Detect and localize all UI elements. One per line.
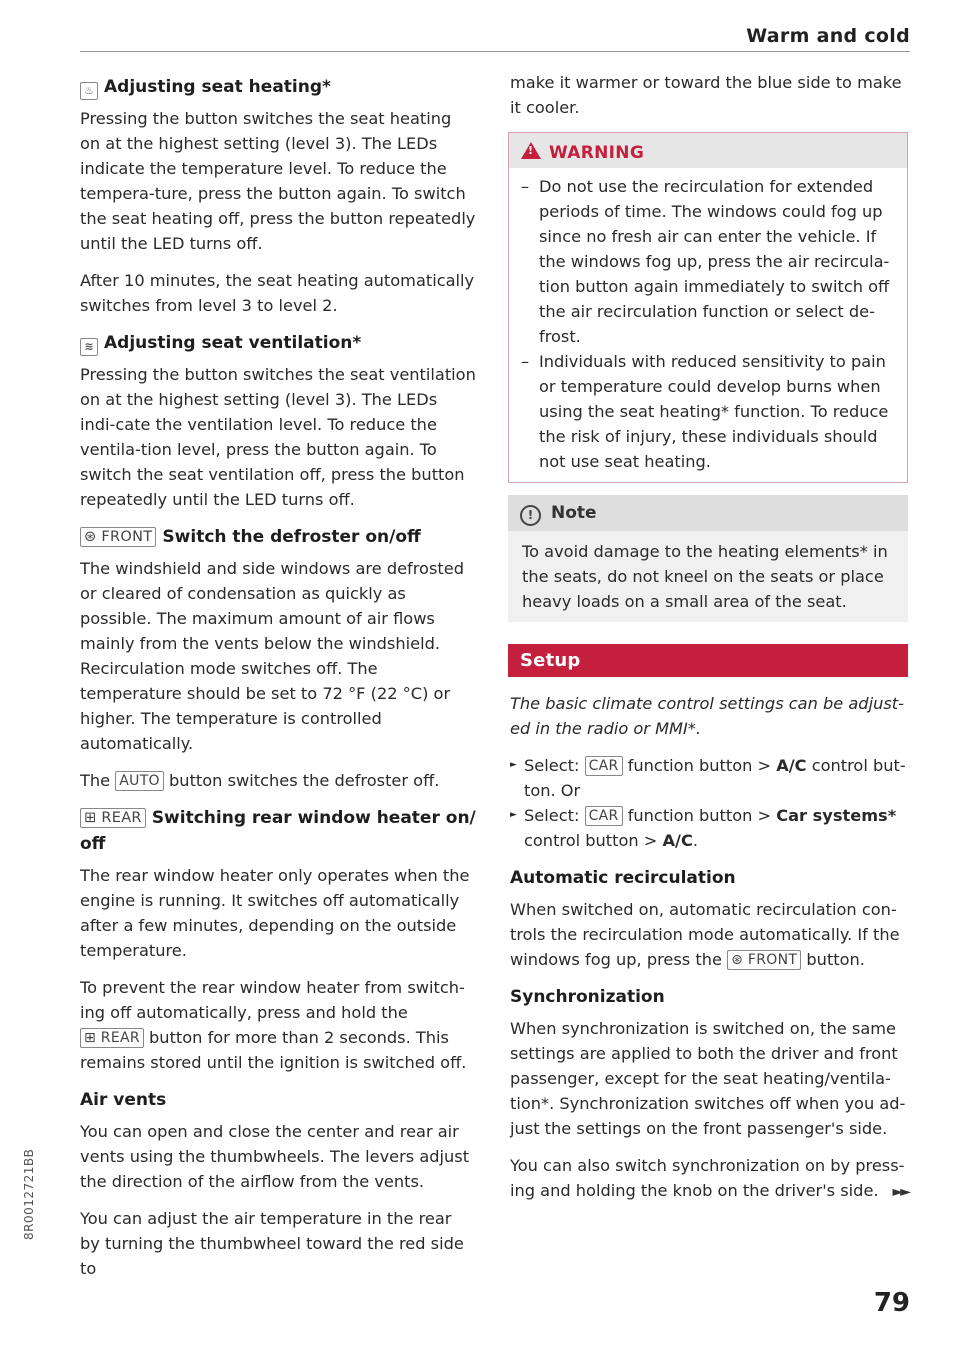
seat-heating-p2: After 10 minutes, the seat heating automatically switches from level 3 to level 2. bbox=[80, 271, 475, 315]
seat-ventilation-heading: ≋ Adjusting seat ventilation* bbox=[80, 330, 476, 356]
sync-heading: Synchronization bbox=[510, 987, 665, 1007]
seat-heating-p1: Pressing the button switches the seat heating on at the highest setting (level 3). The LEDs indicate the temperature level. To reduce the tempera-ture, press the button again. To switch the seat heating off, press the button repeatedly until the LED turns off. bbox=[80, 109, 476, 253]
note-header: ! Note bbox=[508, 495, 908, 531]
setup-step-2: ► Select: CAR function button > Car systems* control button > A/C. bbox=[510, 803, 908, 853]
note-info-icon: ! bbox=[520, 505, 541, 526]
warning-triangle-icon bbox=[521, 142, 541, 159]
air-vents-p2: You can adjust the air temperature in the rear by turning the thumbwheel toward the red side to bbox=[80, 1209, 464, 1278]
warning-item: – Individuals with reduced sensitivity to pain or temperature could develop burns when using the seat heating* function. To reduce the risk of injury, these individuals should not use seat heating. bbox=[521, 349, 897, 474]
front-defrost-icon: ⊛ bbox=[731, 952, 744, 968]
front-defrost-icon: ⊛ bbox=[84, 529, 97, 545]
defroster-p1: The windshield and side windows are defrosted or cleared of condensation as quickly as possible. The maximum amount of air flows mainly from the vents below the windshield. Recirculation mode switches off. The temperature should be set to 72 °F (22 °C) or higher. The temperature is controlled automatically. bbox=[80, 559, 464, 753]
auto-recirc-heading: Automatic recirculation bbox=[510, 868, 736, 888]
header-rule bbox=[80, 51, 910, 52]
continue-arrow-icon: ►► bbox=[892, 1184, 908, 1200]
rear-defrost-icon: ⊞ bbox=[84, 810, 97, 826]
header-title: Warm and cold bbox=[746, 25, 910, 47]
rear-defrost-icon: ⊞ bbox=[84, 1030, 97, 1046]
seat-ventilation-p1: Pressing the button switches the seat ventilation on at the highest setting (level 3). The LEDs indi-cate the ventilation level. To reduce the ventila-tion level, press the button again. To switch the seat ventilation off, press the button repeatedly until the LED turns off. bbox=[80, 365, 476, 509]
rear-heater-p1: The rear window heater only operates when the engine is running. It switches off automatically after a few minutes, depending on the outside temperature. bbox=[80, 866, 470, 960]
setup-section-bar: Setup bbox=[508, 644, 908, 677]
seat-heating-heading: ♨ Adjusting seat heating* bbox=[80, 74, 476, 100]
continued-text: make it warmer or toward the blue side to make it cooler. bbox=[510, 73, 902, 117]
seat-heating-icon: ♨ bbox=[80, 82, 98, 100]
auto-recirc-p1: When switched on, automatic recirculation con-trols the recirculation mode automatically. If the windows fog up, press the ⊛ FRONT button. bbox=[510, 900, 900, 969]
setup-intro: The basic climate control settings can be adjust-ed in the radio or MMI*. bbox=[510, 694, 904, 738]
car-button-label: CAR bbox=[585, 756, 623, 776]
defroster-heading: ⊛ FRONT Switch the defroster on/off bbox=[80, 524, 476, 550]
rear-button-label: ⊞ REAR bbox=[80, 1028, 144, 1048]
warning-box bbox=[508, 132, 908, 483]
note-box bbox=[508, 495, 908, 622]
side-code: 8R0012721BB bbox=[22, 1148, 36, 1240]
rear-heater-heading: ⊞ REAR Switching rear window heater on/ off bbox=[80, 808, 476, 854]
warning-header: !WARNING bbox=[509, 133, 907, 168]
warning-item: – Do not use the recirculation for extended periods of time. The windows could fog up since no fresh air can enter the vehicle. If the windows fog up, press the air recircula-tion button again immediately to switch off the air recirculation function or select de-frost. bbox=[521, 174, 897, 349]
page-number: 79 bbox=[873, 1288, 910, 1318]
rear-defrost-button-label: ⊞ REAR bbox=[80, 808, 146, 828]
seat-ventilation-icon: ≋ bbox=[80, 338, 98, 356]
note-text: To avoid damage to the heating elements* in the seats, do not kneel on the seats or place heavy loads on a small area of the seat. bbox=[522, 542, 888, 611]
sync-p1: When synchronization is switched on, the same settings are applied to both the driver and front passenger, except for the seat heating/ventila-tion*. Synchronization switches off when you ad-just the settings on the front passenger's side. bbox=[510, 1019, 906, 1138]
auto-button-label: AUTO bbox=[115, 771, 164, 791]
rear-heater-p2: To prevent the rear window heater from switch-ing off automatically, press and hold the ⊞ REAR button for more than 2 seconds. This remains stored until the ignition is switched off. bbox=[80, 978, 467, 1072]
right-column bbox=[510, 70, 908, 1215]
setup-step-1: ► Select: CAR function button > A/C control but-ton. Or bbox=[510, 753, 908, 803]
air-vents-p1: You can open and close the center and rear air vents using the thumbwheels. The levers adjust the direction of the airflow from the vents. bbox=[80, 1122, 470, 1191]
left-column bbox=[80, 70, 476, 1293]
front-defrost-button-label: ⊛ FRONT bbox=[80, 527, 156, 547]
warning-list bbox=[509, 174, 907, 474]
car-button-label: CAR bbox=[585, 806, 623, 826]
defroster-p2: The AUTO button switches the defroster off. bbox=[80, 771, 440, 790]
sync-p2: You can also switch synchronization on by press-ing and holding the knob on the driver's side. bbox=[510, 1156, 905, 1200]
front-defrost-button-label: ⊛ FRONT bbox=[727, 950, 801, 970]
air-vents-heading: Air vents bbox=[80, 1090, 167, 1110]
